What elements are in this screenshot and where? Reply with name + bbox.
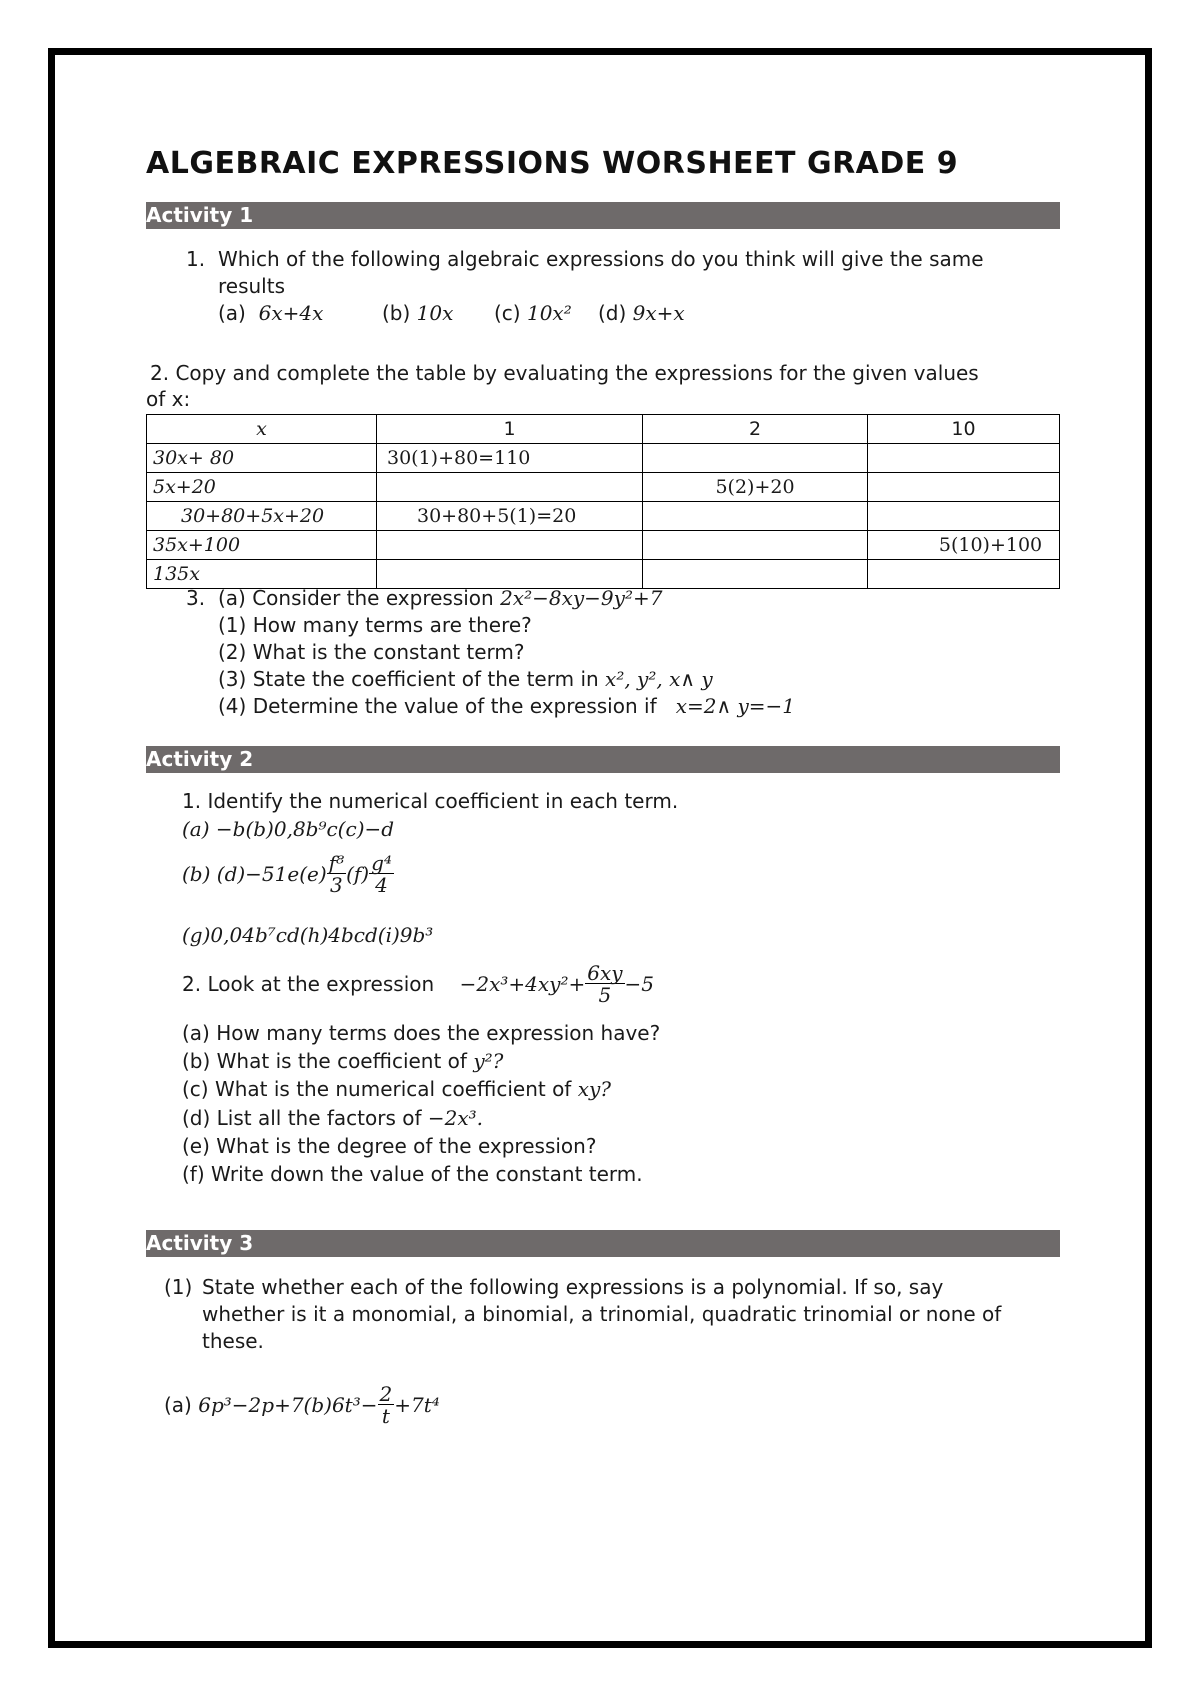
a1-q3-intro: (a) Consider the expression 2x²−8xy−9y²+7 xyxy=(218,586,663,610)
table-cell: 5(10)+100 xyxy=(868,531,1060,560)
fraction: $\frac{2}{t}$ xyxy=(379,1381,393,1428)
table-cell xyxy=(643,560,868,589)
a3-q1-text-end: these. xyxy=(202,1329,264,1353)
table-cell: 30+80+5x+20 xyxy=(147,502,377,531)
table-row xyxy=(147,444,1060,473)
activity-1-header: Activity 1 xyxy=(146,202,1060,229)
a1-q1-option-c: (c) 10x² xyxy=(494,301,572,325)
activity-2-header: Activity 2 xyxy=(146,746,1060,773)
a2-q2-part-a: (a) How many terms does the expression have? xyxy=(182,1021,661,1045)
table-cell: 30x+ 80 xyxy=(147,444,377,473)
a1-q1-option-b: (b) 10x xyxy=(382,301,454,325)
table-header-cell: 10 xyxy=(868,415,1060,444)
a3-q1-text: State whether each of the following expressions is a polynomial. If so, say xyxy=(202,1275,944,1299)
table-row xyxy=(147,531,1060,560)
a1-q1-text: Which of the following algebraic expressions do you think will give the same xyxy=(218,247,984,271)
table-cell xyxy=(868,444,1060,473)
table-cell xyxy=(868,502,1060,531)
a2-q1-line-b: (b) (d)−51e(e) $\frac{\text{f⁸}}{3}$ (f) $\frac{\text{g⁴}}{4}$ xyxy=(182,850,392,897)
table-cell xyxy=(643,531,868,560)
table-header-cell: x xyxy=(147,415,377,444)
a1-q1-number: 1. xyxy=(186,247,206,271)
table-cell xyxy=(868,560,1060,589)
table-cell xyxy=(377,531,643,560)
activity-3-header: Activity 3 xyxy=(146,1230,1060,1257)
a2-q1-text: 1. Identify the numerical coefficient in each term. xyxy=(182,789,679,813)
table-row xyxy=(147,502,1060,531)
table-cell xyxy=(643,444,868,473)
table-cell: 30(1)+80=110 xyxy=(377,444,643,473)
a1-q3-number: 3. xyxy=(186,586,206,610)
table-header-cell: 2 xyxy=(643,415,868,444)
a2-q1-line-a: (a) −b(b)0,8b⁹c(c)−d xyxy=(182,817,395,841)
a3-q1-number: (1) xyxy=(164,1275,193,1299)
a1-q1-text-cont: results xyxy=(218,274,286,298)
fraction: $\frac{\text{f⁸}}{3}$ xyxy=(328,850,345,897)
a2-q2-part-f: (f) Write down the value of the constant term. xyxy=(182,1162,643,1186)
a1-q3-part-3: (3) State the coefficient of the term in x², y², x∧ y xyxy=(218,667,713,691)
table-cell: 5x+20 xyxy=(147,473,377,502)
a1-q2-text: 2. Copy and complete the table by evaluating the expressions for the given values xyxy=(150,361,979,385)
table-cell: 30+80+5(1)=20 xyxy=(377,502,643,531)
a1-q1-option-d: (d) 9x+x xyxy=(598,301,685,325)
a2-q2-part-d: (d) List all the factors of −2x³. xyxy=(182,1106,484,1130)
page-title: ALGEBRAIC EXPRESSIONS WORSHEET GRADE 9 xyxy=(146,146,959,181)
table-cell xyxy=(377,473,643,502)
a3-q1-text-cont: whether is it a monomial, a binomial, a trinomial, quadratic trinomial or none of xyxy=(202,1302,1002,1326)
a1-q1-option-a: (a) 6x+4x xyxy=(218,301,324,325)
evaluation-table xyxy=(146,414,1060,589)
table-row xyxy=(147,473,1060,502)
a2-q2-part-e: (e) What is the degree of the expression? xyxy=(182,1134,597,1158)
a1-q3-expression: 2x²−8xy−9y²+7 xyxy=(500,586,663,610)
table-cell: 35x+100 xyxy=(147,531,377,560)
a1-q3-part-2: (2) What is the constant term? xyxy=(218,640,525,664)
a2-q2-text: 2. Look at the expression −2x³+4xy²+ $\frac{6xy}{5}$ −5 xyxy=(182,960,655,1007)
a2-q2-part-c: (c) What is the numerical coefficient of xy? xyxy=(182,1077,612,1101)
a1-q3-part-4: (4) Determine the value of the expression if x=2∧ y=−1 xyxy=(218,694,795,718)
table-cell xyxy=(643,502,868,531)
table-cell: 5(2)+20 xyxy=(643,473,868,502)
fraction: $\frac{\text{g⁴}}{4}$ xyxy=(371,850,392,897)
table-cell xyxy=(868,473,1060,502)
fraction: $\frac{6xy}{5}$ xyxy=(587,960,623,1007)
a1-q3-part-1: (1) How many terms are there? xyxy=(218,613,532,637)
a2-q2-part-b: (b) What is the coefficient of y²? xyxy=(182,1049,504,1073)
a1-q2-text-cont: of x: xyxy=(146,387,191,411)
table-cell: 135x xyxy=(147,560,377,589)
a2-q1-line-g: (g)0,04b⁷cd(h)4bcd(i)9b³ xyxy=(182,923,434,947)
a3-q1-expression: (a) 6p³−2p+7(b)6t³− $\frac{2}{t}$ +7t⁴ xyxy=(164,1381,440,1428)
table-header-row xyxy=(147,415,1060,444)
table-header-cell: 1 xyxy=(377,415,643,444)
